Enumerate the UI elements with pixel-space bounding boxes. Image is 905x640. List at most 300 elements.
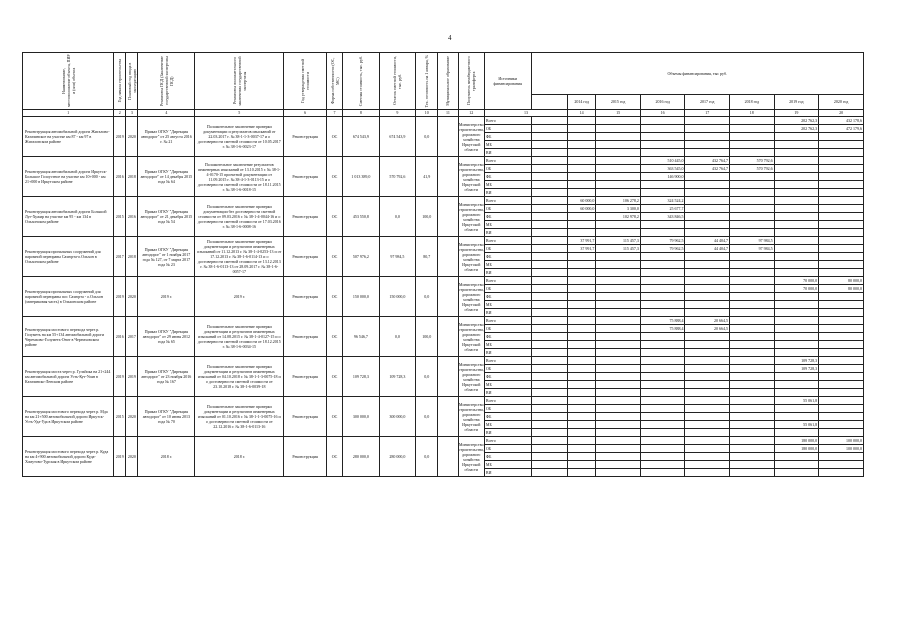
source-label: ВИ [484,229,531,237]
funding-spacer [531,213,567,221]
funding-value [567,333,595,341]
funding-value: 75 888,4 [640,317,685,325]
pir-details: Приказ ОГКУ "Дирекция автодорог" от 21 декабря 2015 года № 54 [138,197,195,237]
column-number: 6 [284,110,327,117]
funding-value [567,301,595,309]
investment-program-table [22,52,864,477]
header-cost: Сметная стоимость, тыс. руб. [343,53,379,110]
funding-value [567,437,595,445]
funding-value [596,445,641,453]
funding-value [567,261,595,269]
funding-value [730,445,775,453]
funding-value [567,461,595,469]
customer: Министерство строительства, дорожного хозяйства Иркутской области [458,277,484,317]
funding-value: 115 457,3 [596,237,641,245]
funding-spacer [531,157,567,165]
page-number: 4 [448,34,452,42]
funding-spacer [531,309,567,317]
funding-value [685,141,730,149]
ownership: ОС [326,437,342,477]
funding-value [640,293,685,301]
readiness: 0,0 [416,397,438,437]
funding-value [730,149,775,157]
year-header: 2018 год [730,94,775,109]
header-readiness: Тех. готовность на 1 января, % [416,53,438,110]
funding-value [774,405,819,413]
funding-value [730,437,775,445]
pir-details: Приказ ОГКУ "Дирекция автодорог" от 14 декабря 2015 года № 64 [138,157,195,197]
funding-value [596,269,641,277]
source-label: ВИ [484,149,531,157]
funding-spacer [531,365,567,373]
funding-spacer [531,437,567,445]
funding-value [685,269,730,277]
funding-value [640,117,685,125]
pir-details: Приказ ОГКУ "Дирекция автодорог" от 10 июня 2013 года № 70 [138,397,195,437]
header-estimate-year: Год утверждения сметной стоимости [284,53,327,110]
column-number: 20 [819,110,864,117]
expertise-details: Положительное заключение проверки документации и результатов инженерных изысканий от 01.10.2016 г. № 38-1-1-3-0075-16 и о достоверности сметной стоимости от 22.12.2016 г. № 38-1-6-0113-16 [195,397,284,437]
funding-value: 37 991,7 [567,245,595,253]
funding-value [596,413,641,421]
ownership: ОС [326,357,342,397]
source-label: ОБ [484,125,531,133]
end-year: 2020 [126,437,138,477]
funding-value [819,253,864,261]
header-pir: Реквизиты ПСД (Заключение государственной экспертизы ПСД) [138,53,195,110]
work-type: Реконструкция [284,357,327,397]
funding-value [730,205,775,213]
funding-value [819,189,864,197]
start-year: 2015 [114,197,126,237]
project-name: Реконструкция мостового перехода через р. Куда на км 4+900 автомобильной дороги Куда-Хомутово-Турская в Иркутском районе [23,437,114,477]
start-year: 2019 [114,357,126,397]
funding-value [685,205,730,213]
funding-value [730,421,775,429]
funding-value [774,269,819,277]
funding-value [685,461,730,469]
funding-value [819,181,864,189]
ownership: ОС [326,277,342,317]
funding-value [819,397,864,405]
funding-value [819,309,864,317]
funding-spacer [531,181,567,189]
source-label: МБ [484,381,531,389]
funding-spacer [531,253,567,261]
source-label: ВИ [484,469,531,477]
funding-value [819,357,864,365]
funding-value [640,437,685,445]
municipal-cell [438,277,458,317]
funding-value [774,141,819,149]
funding-value [774,173,819,181]
work-type: Реконструкция [284,317,327,357]
funding-value: 324 524,2 [640,197,685,205]
funding-value [774,157,819,165]
funding-value [640,229,685,237]
funding-value: 102 978,2 [596,213,641,221]
funding-value [685,221,730,229]
funding-value [730,229,775,237]
funding-value: 570 792,6 [730,157,775,165]
pir-details: Приказ ОГКУ "Дирекция автодорог" от 25 августа 2016 г. № 21 [138,117,195,157]
funding-value [774,301,819,309]
customer: Министерство строительства, дорожного хозяйства Иркутской области [458,157,484,197]
funding-value: 97 984,5 [730,245,775,253]
funding-value [685,125,730,133]
funding-value [685,389,730,397]
year-header: 2020 год [819,94,864,109]
funding-value [730,373,775,381]
funding-value [567,229,595,237]
table-row [23,157,864,165]
funding-value [567,253,595,261]
funding-value [596,141,641,149]
funding-value [596,341,641,349]
funding-value [774,389,819,397]
funding-value [774,229,819,237]
funding-value [596,365,641,373]
funding-spacer [531,357,567,365]
funding-value [774,461,819,469]
funding-value [567,173,595,181]
source-label: ОБ [484,205,531,213]
funding-value [567,149,595,157]
funding-value [567,429,595,437]
funding-spacer [531,325,567,333]
funding-value [819,341,864,349]
customer: Министерство строительства, дорожного хозяйства Иркутской области [458,117,484,157]
remaining-cost: 570 792,6 [379,157,415,197]
header-name: Наименование, местоположение объекта, ПИР и (или) объекта [23,53,114,110]
source-label: ВИ [484,269,531,277]
funding-value [685,133,730,141]
project-name: Реконструкция автомобильной дороги Иркутск-Большое Голоустное на участке км 10+000 - км 21+000 в Иркутском районе [23,157,114,197]
funding-value [640,461,685,469]
project-name: Реконструкция мостового перехода через р. Мда на км 21+500 автомобильной дороги Иркутск-Усть-Уда-Уда в Иркутском районе [23,397,114,437]
customer: Министерство строительства, дорожного хозяйства Иркутской области [458,357,484,397]
start-year: 2019 [114,277,126,317]
funding-value [685,405,730,413]
funding-value: 25 677,7 [640,205,685,213]
funding-spacer [531,149,567,157]
funding-value [819,301,864,309]
funding-value [774,453,819,461]
year-header: 2015 год [596,94,641,109]
funding-value [567,133,595,141]
funding-value [685,429,730,437]
start-year: 2016 [114,317,126,357]
funding-value [774,205,819,213]
funding-value [640,149,685,157]
funding-value [640,373,685,381]
funding-value [819,333,864,341]
funding-spacer [531,221,567,229]
end-year: 2018 [126,157,138,197]
funding-value [819,325,864,333]
funding-value [596,117,641,125]
work-type: Реконструкция [284,197,327,237]
funding-value: 70 000,0 [774,285,819,293]
funding-value [685,349,730,357]
funding-value: 432 764,7 [685,157,730,165]
funding-value [774,149,819,157]
pir-details: 2018 г. [138,437,195,477]
readiness: 0,0 [416,437,438,477]
header-sources: Источники финансирования [484,53,531,110]
funding-value: 79 962,5 [640,245,685,253]
funding-value [685,357,730,365]
column-number-row [23,110,864,117]
funding-value: 55 061,8 [774,421,819,429]
funding-value [567,309,595,317]
funding-value [640,405,685,413]
funding-value [774,197,819,205]
source-label: МБ [484,341,531,349]
source-label: ОБ [484,245,531,253]
funding-value [819,405,864,413]
pir-details: Приказ ОГКУ "Дирекция автодорог" от 23 ноября 2016 года № 167 [138,357,195,397]
funding-value [730,277,775,285]
funding-value [819,293,864,301]
customer: Министерство строительства, дорожного хозяйства Иркутской области [458,237,484,277]
funding-value: 80 000,0 [819,285,864,293]
funding-spacer [531,301,567,309]
funding-value: 97 984,5 [730,237,775,245]
year-header: 2017 год [685,94,730,109]
funding-value [567,357,595,365]
source-label: ФБ [484,293,531,301]
funding-value [596,189,641,197]
work-type: Реконструкция [284,437,327,477]
funding-value [596,421,641,429]
customer: Министерство строительства, дорожного хозяйства Иркутской области [458,397,484,437]
funding-value: 432 178,6 [819,117,864,125]
funding-value [567,445,595,453]
funding-value [640,133,685,141]
funding-value [567,405,595,413]
funding-value [819,221,864,229]
funding-value [567,365,595,373]
expertise-details: Положительное заключение проверки документации без достоверности сметной стоимости от 09.03.2016 г. № 38-1-4-0044-16 и о достоверности сметной стоимости от 17.03.2016 г. № 38-1-6-0008-16 [195,197,284,237]
funding-value [596,309,641,317]
funding-value [596,173,641,181]
expertise-details: Положительное заключение проверки документации и результатов инженерных изысканий от 04.10.2018 г. № 38-1-1-3-0075-18 и о достоверности сметной стоимости от 23.10.2018 г. № 38-1-6-0039-18 [195,357,284,397]
source-label: Всего [484,117,531,125]
funding-value [730,333,775,341]
funding-value [596,165,641,173]
source-label: ФБ [484,173,531,181]
funding-value [596,469,641,477]
municipal-cell [438,157,458,197]
source-label: ФБ [484,453,531,461]
funding-value [567,453,595,461]
funding-value [596,405,641,413]
funding-value [685,261,730,269]
funding-value [685,229,730,237]
municipal-cell [438,237,458,277]
funding-value [774,293,819,301]
estimated-cost: 453 550,8 [343,197,379,237]
funding-value [819,381,864,389]
funding-spacer [531,445,567,453]
funding-value [640,269,685,277]
funding-value [685,149,730,157]
funding-value [640,253,685,261]
header-customer: Получатель межбюджетного трансферта [458,53,484,110]
source-label: ОБ [484,405,531,413]
municipal-cell [438,397,458,437]
header-municipal: Муниципальное образование [438,53,458,110]
readiness: 0,0 [416,277,438,317]
ownership: ОС [326,157,342,197]
funding-value [730,429,775,437]
funding-value: 44 404,7 [685,237,730,245]
funding-value [685,213,730,221]
funding-value [730,181,775,189]
column-number: 4 [138,110,195,117]
source-label: ВИ [484,309,531,317]
funding-value [596,317,641,325]
column-number: 17 [685,110,730,117]
funding-value [774,309,819,317]
funding-value [819,229,864,237]
project-name: Реконструкция причальных сооружений для паромной переправы пос Сахюрта - о.Ольхон (материковая часть) в Ольхонском районе [23,277,114,317]
ownership: ОС [326,317,342,357]
municipal-cell [438,197,458,237]
funding-value [596,397,641,405]
work-type: Реконструкция [284,237,327,277]
end-year: 2020 [126,277,138,317]
funding-value [640,333,685,341]
column-number: 18 [730,110,775,117]
work-type: Реконструкция [284,397,327,437]
funding-spacer [531,349,567,357]
funding-spacer [531,261,567,269]
expertise-details: 2019 г. [195,277,284,317]
funding-value [596,221,641,229]
funding-value: 570 792,6 [730,165,775,173]
funding-value [730,381,775,389]
customer: Министерство строительства, дорожного хозяйства Иркутской области [458,317,484,357]
start-year: 2019 [114,437,126,477]
funding-value [596,293,641,301]
funding-value [730,189,775,197]
funding-value [640,189,685,197]
funding-value [819,157,864,165]
table-row [23,277,864,285]
funding-value [567,397,595,405]
start-year: 2017 [114,237,126,277]
funding-value [567,381,595,389]
funding-value: 180 000,0 [774,445,819,453]
funding-value [730,285,775,293]
funding-value [730,117,775,125]
expertise-details: Положительное заключение проверки документации и результатов изысканий от 22.03.2017 г. № 38-1-1-3-0037-17 и о достоверности сметной стоимости от 10.05.2017 г. № 38-1-6-0023-17 [195,117,284,157]
funding-value [640,429,685,437]
funding-value: 343 846,5 [640,213,685,221]
column-number: 3 [126,110,138,117]
project-name: Реконструкция причальных сооружений для паромной переправы Сахюрта-о.Ольхон в Ольхонском районе [23,237,114,277]
funding-spacer [531,317,567,325]
funding-value [567,213,595,221]
year-header: 2014 год [567,94,595,109]
source-label: ФБ [484,373,531,381]
funding-value [730,213,775,221]
funding-value [819,373,864,381]
funding-value [730,325,775,333]
header-ownership: Форма собственности (ОС, МС) [326,53,342,110]
funding-value [774,245,819,253]
source-label: МБ [484,461,531,469]
funding-spacer [531,453,567,461]
funding-value [685,341,730,349]
municipal-cell [438,117,458,157]
funding-value [685,445,730,453]
expertise-details: 2018 г. [195,437,284,477]
funding-value: 44 404,7 [685,245,730,253]
table-row [23,397,864,405]
funding-value [774,349,819,357]
remaining-cost: 280 000,0 [379,437,415,477]
funding-value [685,277,730,285]
funding-spacer [531,269,567,277]
funding-value: 146 900,0 [640,173,685,181]
funding-value [596,181,641,189]
estimated-cost: 674 543,9 [343,117,379,157]
funding-value [730,253,775,261]
header-start: Год начала строительства [114,53,126,110]
funding-value [685,365,730,373]
funding-value [685,309,730,317]
funding-value [685,173,730,181]
funding-value: 55 061,8 [774,397,819,405]
funding-value [685,197,730,205]
funding-value [567,125,595,133]
funding-value [730,221,775,229]
funding-value [640,381,685,389]
funding-value [567,325,595,333]
funding-value [596,157,641,165]
funding-value: 100 000,0 [819,445,864,453]
funding-value [640,469,685,477]
source-label: ФБ [484,413,531,421]
remaining-cost: 109 728,3 [379,357,415,397]
funding-value [640,277,685,285]
column-number: 13 [484,110,567,117]
funding-value [640,357,685,365]
funding-value [819,237,864,245]
funding-value [819,261,864,269]
funding-value [567,285,595,293]
source-label: ВИ [484,389,531,397]
column-number: 12 [458,110,484,117]
funding-value [640,285,685,293]
funding-value [819,197,864,205]
funding-value [774,133,819,141]
funding-spacer [531,381,567,389]
funding-value [774,429,819,437]
table-row [23,357,864,365]
source-label: ФБ [484,253,531,261]
funding-value [774,221,819,229]
funding-spacer [531,461,567,469]
funding-value: 106 278,2 [596,197,641,205]
funding-value [640,349,685,357]
funding-spacer [531,397,567,405]
funding-value [819,461,864,469]
table-row [23,437,864,445]
